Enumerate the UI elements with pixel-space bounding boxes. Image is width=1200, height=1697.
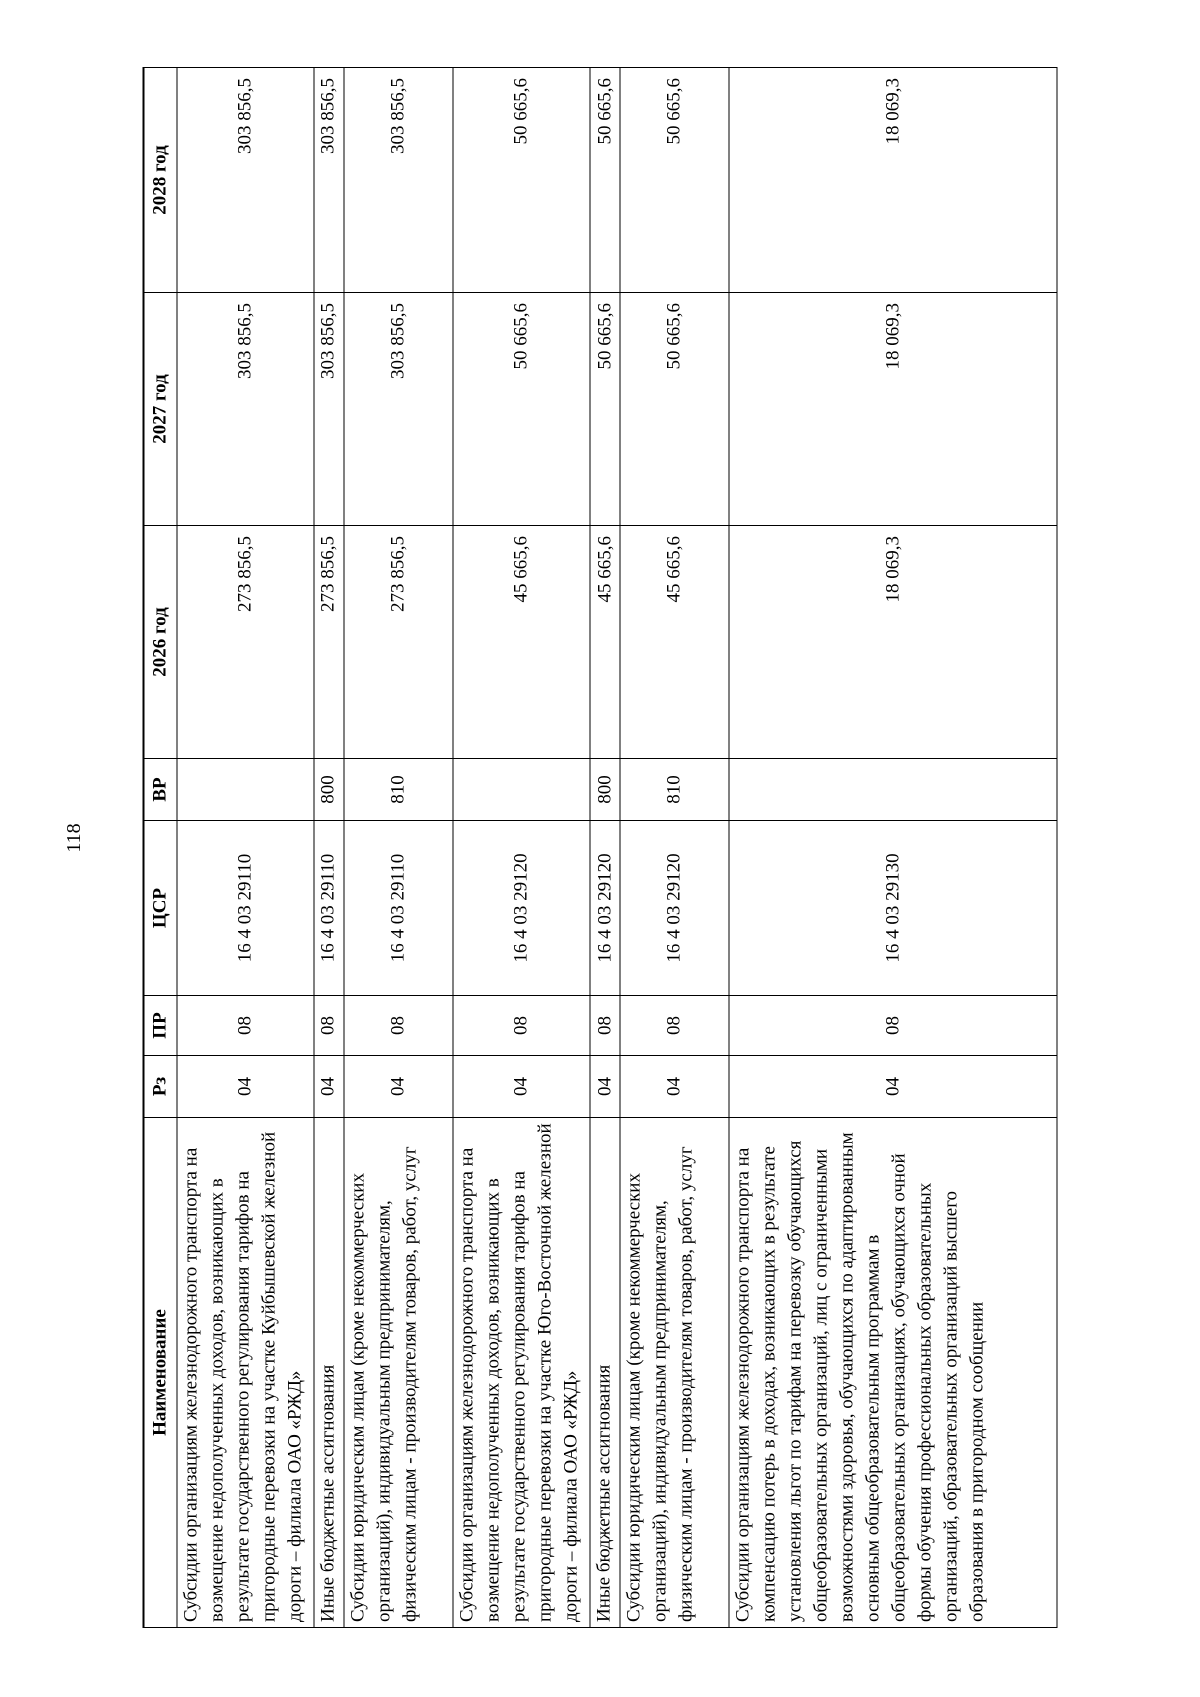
cell-vr	[453, 759, 590, 821]
header-csr: ЦСР	[144, 821, 178, 996]
cell-vr	[177, 759, 314, 821]
table-row	[314, 68, 344, 1628]
cell-name: Субсидии организациям железнодорожного транспорта на возмещение недополученных доходов, возникающих в результате государственного регулирования тарифов на пригородные перевозки на участке Юго-Восточной железной дороги – филиала ОАО «РЖД»	[453, 1118, 590, 1628]
budget-table	[143, 67, 1058, 1628]
cell-rz: 04	[620, 1056, 729, 1118]
cell-pr: 08	[620, 996, 729, 1056]
header-pr: ПР	[144, 996, 178, 1056]
cell-pr: 08	[314, 996, 344, 1056]
cell-2027: 50 665,6	[453, 293, 590, 526]
cell-2027: 303 856,5	[344, 293, 453, 526]
table-row	[590, 68, 620, 1628]
table-row	[453, 68, 590, 1628]
cell-pr: 08	[453, 996, 590, 1056]
cell-pr: 08	[729, 996, 1057, 1056]
cell-pr: 08	[344, 996, 453, 1056]
cell-rz: 04	[729, 1056, 1057, 1118]
header-name: Наименование	[144, 1118, 178, 1628]
header-2026: 2026 год	[144, 526, 178, 759]
cell-2027: 50 665,6	[590, 293, 620, 526]
cell-csr: 16 4 03 29110	[344, 821, 453, 996]
cell-2027: 303 856,5	[177, 293, 314, 526]
cell-2028: 50 665,6	[453, 68, 590, 293]
cell-csr: 16 4 03 29110	[177, 821, 314, 996]
page-number: 118	[63, 823, 85, 853]
table-header-row	[144, 68, 178, 1628]
cell-2026: 45 665,6	[453, 526, 590, 759]
cell-name: Субсидии организациям железнодорожного транспорта на возмещение недополученных доходов, возникающих в результате государственного регулирования тарифов на пригородные перевозки на участке Куйбышевской железной дороги – филиала ОАО «РЖД»	[177, 1118, 314, 1628]
rotated-page-content	[143, 68, 1058, 1628]
cell-2026: 273 856,5	[314, 526, 344, 759]
cell-pr: 08	[590, 996, 620, 1056]
cell-pr: 08	[177, 996, 314, 1056]
cell-2027: 50 665,6	[620, 293, 729, 526]
cell-csr: 16 4 03 29110	[314, 821, 344, 996]
cell-2028: 303 856,5	[344, 68, 453, 293]
cell-2028: 303 856,5	[314, 68, 344, 293]
cell-2026: 45 665,6	[590, 526, 620, 759]
cell-vr	[729, 759, 1057, 821]
cell-name: Субсидии юридическим лицам (кроме некоммерческих организаций), индивидуальным предпринимателям, физическим лицам - производителям товаров, работ, услуг	[344, 1118, 453, 1628]
header-rz: Рз	[144, 1056, 178, 1118]
cell-2026: 18 069,3	[729, 526, 1057, 759]
cell-csr: 16 4 03 29130	[729, 821, 1057, 996]
cell-name: Иные бюджетные ассигнования	[590, 1118, 620, 1628]
cell-2026: 273 856,5	[344, 526, 453, 759]
cell-2027: 18 069,3	[729, 293, 1057, 526]
cell-2028: 18 069,3	[729, 68, 1057, 293]
cell-vr: 800	[314, 759, 344, 821]
cell-rz: 04	[590, 1056, 620, 1118]
cell-rz: 04	[314, 1056, 344, 1118]
table-row	[177, 68, 314, 1628]
cell-rz: 04	[344, 1056, 453, 1118]
table-row	[729, 68, 1057, 1628]
cell-rz: 04	[177, 1056, 314, 1118]
cell-2027: 303 856,5	[314, 293, 344, 526]
cell-rz: 04	[453, 1056, 590, 1118]
cell-csr: 16 4 03 29120	[453, 821, 590, 996]
table-row	[344, 68, 453, 1628]
cell-vr: 800	[590, 759, 620, 821]
cell-name: Субсидии юридическим лицам (кроме некоммерческих организаций), индивидуальным предпринимателям, физическим лицам - производителям товаров, работ, услуг	[620, 1118, 729, 1628]
cell-csr: 16 4 03 29120	[590, 821, 620, 996]
cell-vr: 810	[344, 759, 453, 821]
cell-2026: 273 856,5	[177, 526, 314, 759]
header-2028: 2028 год	[144, 68, 178, 293]
cell-2028: 303 856,5	[177, 68, 314, 293]
header-vr: ВР	[144, 759, 178, 821]
cell-2028: 50 665,6	[620, 68, 729, 293]
cell-name: Иные бюджетные ассигнования	[314, 1118, 344, 1628]
cell-csr: 16 4 03 29120	[620, 821, 729, 996]
cell-vr: 810	[620, 759, 729, 821]
cell-name: Субсидии организациям железнодорожного транспорта на компенсацию потерь в доходах, возникающих в результате установления льгот по тарифам на перевозку обучающихся общеобразовательных организаций, лиц с ограниченными возможностями здоровья, обучающихся по адаптированным основным общеобразовательным программам в общеобразовательных организациях, обучающихся очной формы обучения профессиональных образовательных организаций, образовательных организаций высшего образования в пригородном сообщении	[729, 1118, 1057, 1628]
table-row	[620, 68, 729, 1628]
cell-2026: 45 665,6	[620, 526, 729, 759]
cell-2028: 50 665,6	[590, 68, 620, 293]
header-2027: 2027 год	[144, 293, 178, 526]
